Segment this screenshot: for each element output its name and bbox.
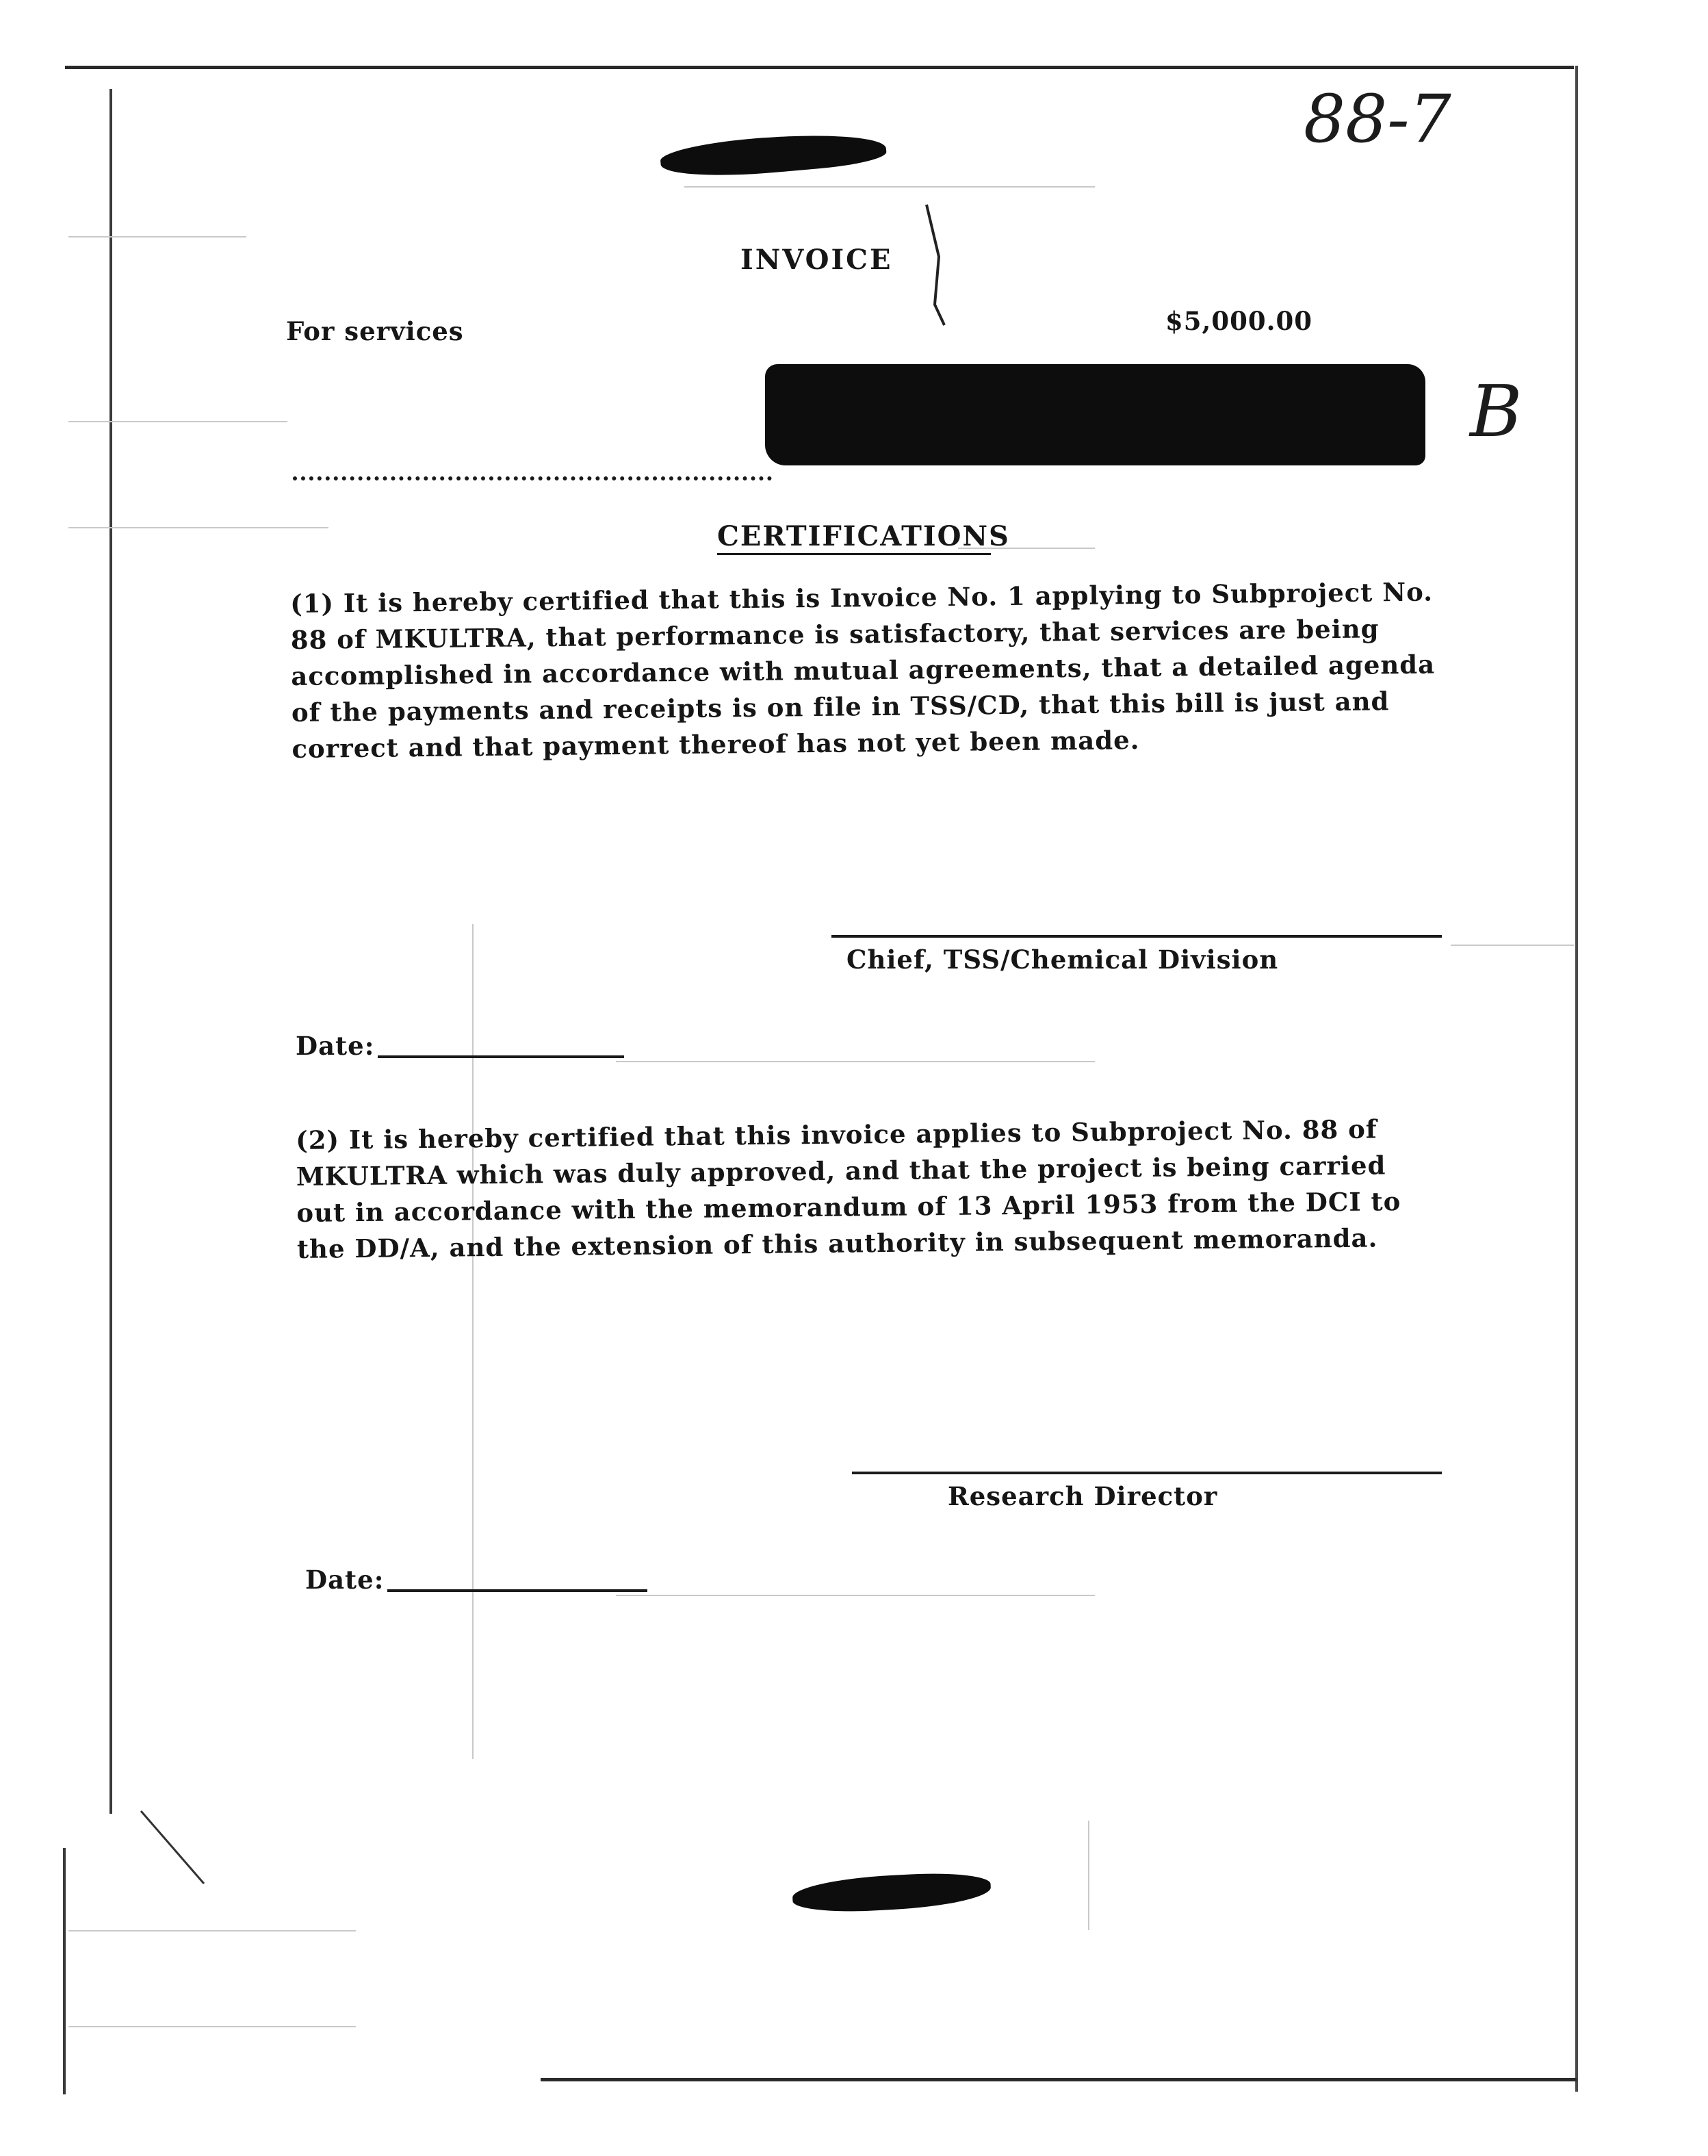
- scan-streak: [1088, 1821, 1089, 1930]
- date-line-1[interactable]: [378, 1055, 624, 1058]
- signatory-1: Chief, TSS/Chemical Division: [846, 945, 1279, 975]
- certification-1-text: (1) It is hereby certified that this is Invoice No. 1 applying to Subproject No. 88 of MKULTRA, that performance is satisfactory, that services are being accomplished in accordance with mutual agreements, that a detailed agenda of the payments and receipts is on file in TSS/CD, that this bill is just and correct and that payment thereof has not yet been made.: [290, 576, 1436, 764]
- redaction-block-footer: [792, 1870, 992, 1914]
- scan-streak: [1451, 945, 1574, 946]
- handwritten-reference: 88-7: [1304, 81, 1451, 157]
- signature-line-1: [831, 935, 1442, 938]
- scan-streak: [616, 1595, 1095, 1596]
- page-left-border-lower: [63, 1848, 66, 2094]
- date-label-1: Date:: [296, 1031, 375, 1061]
- scan-streak: [68, 527, 328, 528]
- invoice-amount: $5,000.00: [1165, 306, 1312, 336]
- dashed-separator: [293, 476, 772, 480]
- for-services-label: For services: [286, 316, 464, 346]
- scan-streak: [684, 186, 1095, 188]
- certifications-underline: [717, 553, 991, 555]
- scan-streak: [68, 421, 287, 422]
- certifications-heading: CERTIFICATIONS: [717, 520, 1010, 552]
- scan-streak: [68, 1930, 356, 1932]
- signature-line-2: [852, 1472, 1442, 1474]
- invoice-title: INVOICE: [740, 244, 893, 276]
- redaction-block-header: [659, 127, 887, 183]
- scan-streak: [472, 924, 474, 1759]
- certification-2-text: (2) It is hereby certified that this invoice applies to Subproject No. 88 of MKULTRA which was duly approved, and that the project is being carried out in accordance with the memorandum of 13 April 1953 from the DCI to the DD/A, and the extension of this authority in subsequent memoranda.: [296, 1114, 1401, 1264]
- corner-fold-line: [137, 1807, 212, 1889]
- scan-streak: [68, 2026, 356, 2027]
- page-bottom-border: [541, 2078, 1577, 2081]
- scan-streak: [616, 1061, 1095, 1062]
- signatory-2: Research Director: [948, 1481, 1218, 1511]
- page-left-border: [109, 89, 112, 1814]
- date-label-2: Date:: [305, 1565, 385, 1595]
- scan-streak: [68, 236, 246, 238]
- handwritten-mark: B: [1470, 370, 1523, 453]
- page-top-border: [65, 66, 1574, 69]
- page-right-border: [1575, 66, 1578, 2092]
- pen-mark: [924, 202, 965, 332]
- date-line-2[interactable]: [387, 1589, 647, 1592]
- redaction-block-payee: [765, 364, 1425, 465]
